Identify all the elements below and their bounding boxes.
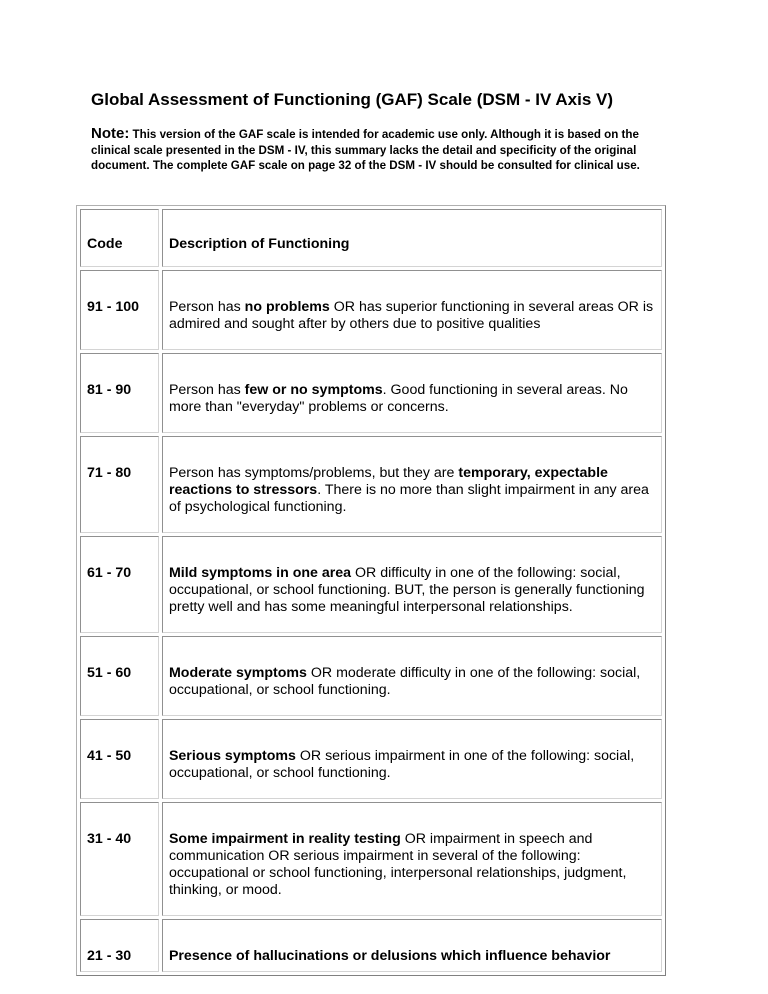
gaf-code-cell: 61 - 70: [80, 536, 159, 633]
gaf-description-cell: [162, 636, 662, 716]
table-row: [80, 436, 662, 533]
gaf-description-cell: [162, 719, 662, 799]
gaf-code-cell: 41 - 50: [80, 719, 159, 799]
table-row: [80, 802, 662, 916]
column-header-description: Description of Functioning: [162, 209, 662, 267]
description-text: Person has: [168, 299, 245, 315]
note-label: Note:: [91, 125, 130, 142]
gaf-description-cell: [162, 536, 662, 633]
description-text: OR serious impairment in one of the following: social, occupational, or school functioning.: [168, 748, 635, 781]
gaf-description-cell: [162, 802, 662, 916]
emphasized-text: Mild symptoms in one area: [168, 565, 352, 581]
description-text: OR impairment in speech and communication OR serious impairment in several of the following: occupational or school functioning, interpersonal relationships, judgment, thinking, or mood.: [168, 831, 627, 898]
gaf-description-cell: [162, 353, 662, 433]
emphasized-text: Some impairment in reality testing: [168, 831, 401, 847]
table-row: [80, 353, 662, 433]
table-row: [80, 719, 662, 799]
description-text: OR difficulty in one of the following: social, occupational, or school functioning. BUT, the person is generally functioning pretty well and has some meaningful interpersonal relationships.: [168, 565, 645, 615]
emphasized-text: few or no symptoms: [244, 382, 383, 398]
column-header-code: Code: [80, 209, 159, 267]
gaf-scale-table: [76, 205, 666, 976]
gaf-code-cell: 71 - 80: [80, 436, 159, 533]
academic-use-note: [91, 126, 681, 174]
description-text: Person has: [168, 382, 245, 398]
gaf-code-cell: 51 - 60: [80, 636, 159, 716]
table-row: [80, 536, 662, 633]
gaf-code-cell: 31 - 40: [80, 802, 159, 916]
description-text: Person has symptoms/problems, but they are: [168, 465, 459, 481]
gaf-code-cell: 81 - 90: [80, 353, 159, 433]
table-row: [80, 919, 662, 972]
table-row: [80, 270, 662, 350]
gaf-code-cell: 21 - 30: [80, 919, 159, 972]
description-text: . Good functioning in several areas. No more than "everyday" problems or concerns.: [168, 382, 628, 415]
table-row: [80, 636, 662, 716]
page-title: Global Assessment of Functioning (GAF) Scale (DSM - IV Axis V): [91, 90, 614, 109]
emphasized-text: Moderate symptoms: [168, 665, 307, 681]
description-text: OR has superior functioning in several areas OR is admired and sought after by others due to positive qualities: [168, 299, 654, 332]
emphasized-text: temporary, expectable reactions to stressors: [168, 465, 608, 498]
description-text: . There is no more than slight impairment in any area of psychological functioning.: [168, 482, 649, 515]
gaf-description-cell: [162, 436, 662, 533]
gaf-code-cell: 91 - 100: [80, 270, 159, 350]
note-text: This version of the GAF scale is intended for academic use only. Although it is based on the clinical scale presented in the DSM - IV, this summary lacks the detail and specificity of the original document. The complete GAF scale on page 32 of the DSM - IV should be consulted for clinical use.: [91, 128, 640, 172]
emphasized-text: Serious symptoms: [168, 748, 296, 764]
gaf-description-cell: [162, 919, 662, 972]
emphasized-text: Presence of hallucinations or delusions which influence behavior: [168, 948, 611, 964]
table-header-row: [80, 209, 662, 267]
emphasized-text: no problems: [244, 299, 330, 315]
gaf-description-cell: [162, 270, 662, 350]
description-text: OR moderate difficulty in one of the following: social, occupational, or school functioning.: [168, 665, 641, 698]
